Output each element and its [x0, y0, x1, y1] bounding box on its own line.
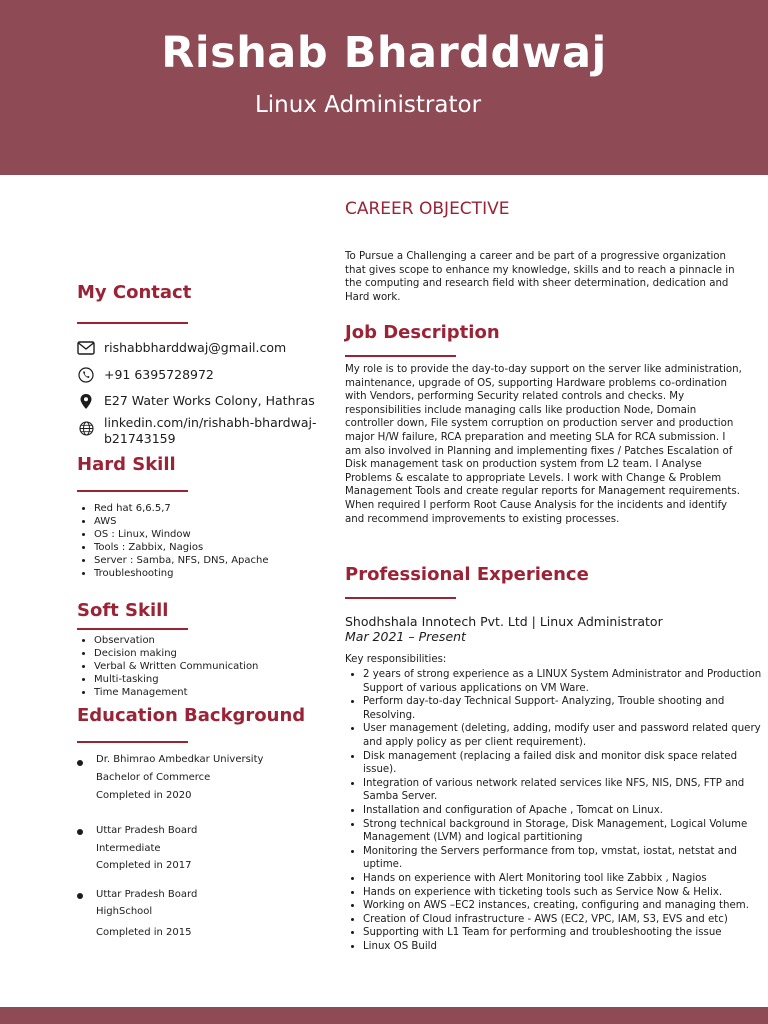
soft-skill-divider	[77, 628, 188, 630]
contact-email[interactable]	[77, 340, 339, 356]
mail-icon	[77, 340, 95, 356]
job-description-heading: Job Description	[345, 322, 500, 343]
bullet-dot	[77, 893, 83, 899]
soft-skill-heading: Soft Skill	[77, 600, 169, 621]
contact-email-text: rishabbharddwaj@gmail.com	[104, 340, 287, 355]
list-item: • Perform day-to-day Technical Support- Analyzing, Trouble shooting and Resolving.	[363, 695, 763, 722]
list-item: • 2 years of strong experience as a LINUX System Administrator and Production Support of various applications on VM Ware.	[363, 668, 763, 695]
list-item: • Server : Samba, NFS, DNS, Apache	[94, 554, 349, 567]
contact-linkedin[interactable]	[77, 415, 339, 447]
list-item: • Time Management	[94, 686, 349, 699]
education-institution: Dr. Bhimrao Ambedkar University	[96, 754, 264, 765]
location-pin-icon	[77, 393, 95, 409]
list-item: • Disk management (replacing a failed disk and monitor disk space related issue).	[363, 750, 763, 777]
candidate-role: Linux Administrator	[254, 92, 482, 118]
list-item: • Integration of various network related services like NFS, NIS, DNS, FTP and Samba Server.	[363, 777, 763, 804]
education-institution: Uttar Pradesh Board	[96, 889, 198, 900]
education-year: Completed in 2017	[96, 860, 192, 871]
education-heading: Education Background	[77, 705, 306, 726]
contact-phone-text: +91 6395728972	[104, 367, 214, 382]
list-item: • Observation	[94, 634, 349, 647]
experience-company: Shodhshala Innotech Pvt. Ltd | Linux Administrator	[345, 614, 663, 629]
hard-skill-divider	[77, 490, 188, 492]
contact-address	[77, 393, 339, 409]
contact-divider	[77, 322, 188, 324]
list-item: • Supporting with L1 Team for performing and troubleshooting the issue	[363, 926, 763, 940]
header-banner	[0, 0, 768, 175]
contact-heading: My Contact	[77, 282, 192, 303]
job-description-divider	[345, 355, 456, 357]
list-item: • Hands on experience with ticketing tools such as Service Now & Helix.	[363, 886, 763, 900]
list-item: • Troubleshooting	[94, 567, 349, 580]
candidate-name: Rishab Bharddwaj	[161, 28, 607, 78]
bullet-dot	[77, 760, 83, 766]
education-institution: Uttar Pradesh Board	[96, 825, 198, 836]
globe-icon	[77, 420, 95, 436]
education-degree: Bachelor of Commerce	[96, 772, 211, 783]
list-item: • AWS	[94, 515, 349, 528]
list-item: • Verbal & Written Communication	[94, 660, 349, 673]
experience-divider	[345, 597, 456, 599]
education-year: Completed in 2020	[96, 790, 192, 801]
contact-linkedin-text: linkedin.com/in/rishabh-bhardwaj-b21743159	[104, 415, 317, 446]
career-objective-text: To Pursue a Challenging a career and be part of a progressive organization that gives scope to enhance my knowledge, skills and to reach a pinnacle in the computing and research field with sheer determination, dedication and Hard work.	[345, 251, 735, 303]
education-degree: Intermediate	[96, 843, 161, 854]
list-item: • Decision making	[94, 647, 349, 660]
hard-skill-heading: Hard Skill	[77, 454, 176, 475]
education-divider	[77, 741, 188, 743]
list-item: • Strong technical background in Storage, Disk Management, Logical Volume Management (LVM) and logical partitioning	[363, 818, 763, 845]
list-item: • Working on AWS –EC2 instances, creating, configuring and managing them.	[363, 899, 763, 913]
list-item: • OS : Linux, Window	[94, 528, 349, 541]
soft-skill-list	[77, 634, 349, 699]
list-item: • Creation of Cloud infrastructure - AWS (EC2, VPC, IAM, S3, EVS and etc)	[363, 913, 763, 927]
list-item: • Hands on experience with Alert Monitoring tool like Zabbix , Nagios	[363, 872, 763, 886]
experience-heading: Professional Experience	[345, 564, 589, 585]
hard-skill-list	[77, 502, 349, 580]
contact-address-text: E27 Water Works Colony, Hathras	[104, 393, 315, 408]
list-item: • User management (deleting, adding, modify user and password related query and apply policy as per client requirement).	[363, 722, 763, 749]
job-description-text: My role is to provide the day-to-day support on the server like administration, maintenance, upgrade of OS, supporting Hardware problems co-ordination with Vendors, performing Security related controls and checks. My responsibilities include managing calls like production Node, Domain controller down, File system corruption on production server and production major H/W failure, RCA preparation and meeting SLA for RCA submission. I am also involved in Planning and implementing fixes / Patches Escalation of Disk management task on production system from L2 team. I Analyse Problems & escalate to appropriate Levels. I work with Change & Problem Management Tools and create regular reports for Management requirements. When required I perform Root Cause Analysis for the incidents and identify and recommend improvements to existing processes.	[345, 364, 742, 525]
experience-dates: Mar 2021 – Present	[345, 629, 466, 644]
list-item: • Linux OS Build	[363, 940, 763, 954]
bullet-dot	[77, 829, 83, 835]
list-item: • Tools : Zabbix, Nagios	[94, 541, 349, 554]
responsibilities-list	[345, 668, 763, 953]
key-responsibilities-label: Key responsibilities:	[345, 654, 447, 665]
contact-phone[interactable]	[77, 367, 339, 383]
footer-bar	[0, 1007, 768, 1024]
list-item: • Monitoring the Servers performance from top, vmstat, iostat, netstat and uptime.	[363, 845, 763, 872]
phone-icon	[77, 367, 95, 383]
list-item: • Installation and configuration of Apache , Tomcat on Linux.	[363, 804, 763, 818]
list-item: • Multi-tasking	[94, 673, 349, 686]
list-item: • Red hat 6,6.5,7	[94, 502, 349, 515]
career-objective-heading: CAREER OBJECTIVE	[345, 199, 510, 219]
education-year: Completed in 2015	[96, 927, 192, 938]
education-degree: HighSchool	[96, 906, 153, 917]
